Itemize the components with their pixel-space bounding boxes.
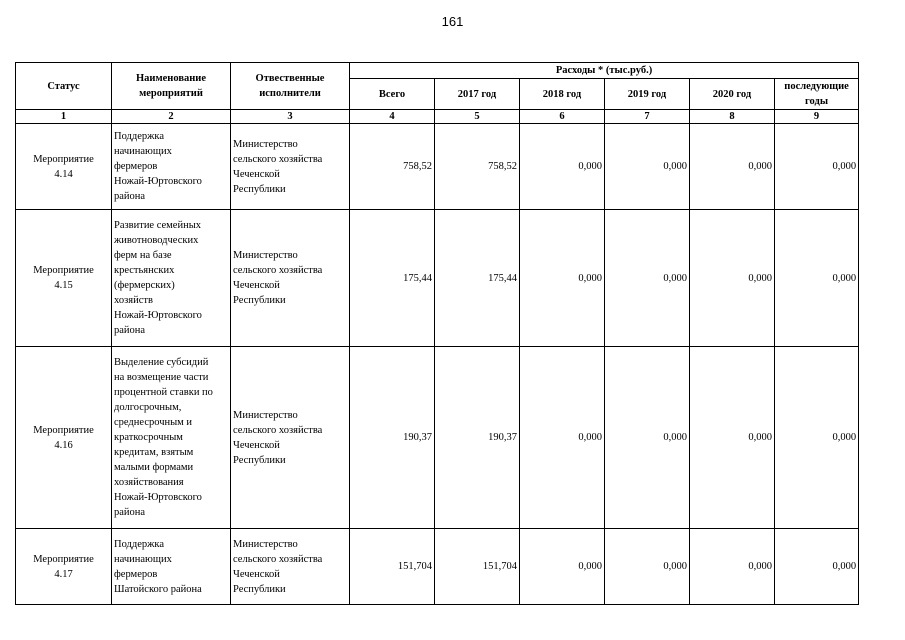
- header-expenses: Расходы * (тыс.руб.): [350, 63, 859, 79]
- column-number: 8: [690, 110, 775, 124]
- row-status: Мероприятие 4.16: [16, 347, 112, 529]
- row-executor: Министерство сельского хозяйства Чеченской Республики: [231, 210, 350, 347]
- row-2018: 0,000: [520, 124, 605, 210]
- header-name: Наименование мероприятий: [112, 63, 231, 110]
- row-2020: 0,000: [690, 124, 775, 210]
- column-number: 1: [16, 110, 112, 124]
- row-following: 0,000: [775, 124, 859, 210]
- header-2019: 2019 год: [605, 79, 690, 110]
- row-executor: Министерство сельского хозяйства Чеченской Республики: [231, 347, 350, 529]
- column-number: 7: [605, 110, 690, 124]
- row-2019: 0,000: [605, 124, 690, 210]
- column-number: 2: [112, 110, 231, 124]
- header-2020: 2020 год: [690, 79, 775, 110]
- row-status: Мероприятие 4.14: [16, 124, 112, 210]
- row-name: Поддержка начинающих фермеров Шатойского района: [112, 529, 231, 605]
- row-total: 151,704: [350, 529, 435, 605]
- row-total: 175,44: [350, 210, 435, 347]
- row-2020: 0,000: [690, 529, 775, 605]
- row-2020: 0,000: [690, 210, 775, 347]
- row-following: 0,000: [775, 347, 859, 529]
- column-number: 9: [775, 110, 859, 124]
- row-status: Мероприятие 4.17: [16, 529, 112, 605]
- table-row: [16, 210, 859, 347]
- row-2019: 0,000: [605, 347, 690, 529]
- row-name: Выделение субсидий на возмещение части процентной ставки по долгосрочным, среднесрочным и краткосрочным кредитам, взятым малыми формами хозяйствования Ножай-Юртовского района: [112, 347, 231, 529]
- row-name: Развитие семейных животноводческих ферм на базе крестьянских (фермерских) хозяйств Ножай-Юртовского района: [112, 210, 231, 347]
- budget-table: [15, 62, 859, 605]
- row-executor: Министерство сельского хозяйства Чеченской Республики: [231, 124, 350, 210]
- row-executor: Министерство сельского хозяйства Чеченской Республики: [231, 529, 350, 605]
- header-2017: 2017 год: [435, 79, 520, 110]
- column-number: 3: [231, 110, 350, 124]
- row-2017: 175,44: [435, 210, 520, 347]
- page-number: 161: [441, 14, 464, 29]
- row-2018: 0,000: [520, 347, 605, 529]
- row-2017: 758,52: [435, 124, 520, 210]
- row-total: 190,37: [350, 347, 435, 529]
- row-2018: 0,000: [520, 210, 605, 347]
- row-2020: 0,000: [690, 347, 775, 529]
- header-following: последующие годы: [775, 79, 859, 110]
- header-total: Всего: [350, 79, 435, 110]
- row-following: 0,000: [775, 210, 859, 347]
- table-row: [16, 124, 859, 210]
- table-row: [16, 529, 859, 605]
- row-following: 0,000: [775, 529, 859, 605]
- row-2019: 0,000: [605, 210, 690, 347]
- row-name: Поддержка начинающих фермеров Ножай-Юртовского района: [112, 124, 231, 210]
- table-row: [16, 347, 859, 529]
- header-2018: 2018 год: [520, 79, 605, 110]
- row-total: 758,52: [350, 124, 435, 210]
- row-2017: 151,704: [435, 529, 520, 605]
- header-executors: Отвественные исполнители: [231, 63, 350, 110]
- row-2018: 0,000: [520, 529, 605, 605]
- header-status: Статус: [16, 63, 112, 110]
- row-2019: 0,000: [605, 529, 690, 605]
- row-2017: 190,37: [435, 347, 520, 529]
- column-number: 5: [435, 110, 520, 124]
- row-status: Мероприятие 4.15: [16, 210, 112, 347]
- column-number: 6: [520, 110, 605, 124]
- column-number: 4: [350, 110, 435, 124]
